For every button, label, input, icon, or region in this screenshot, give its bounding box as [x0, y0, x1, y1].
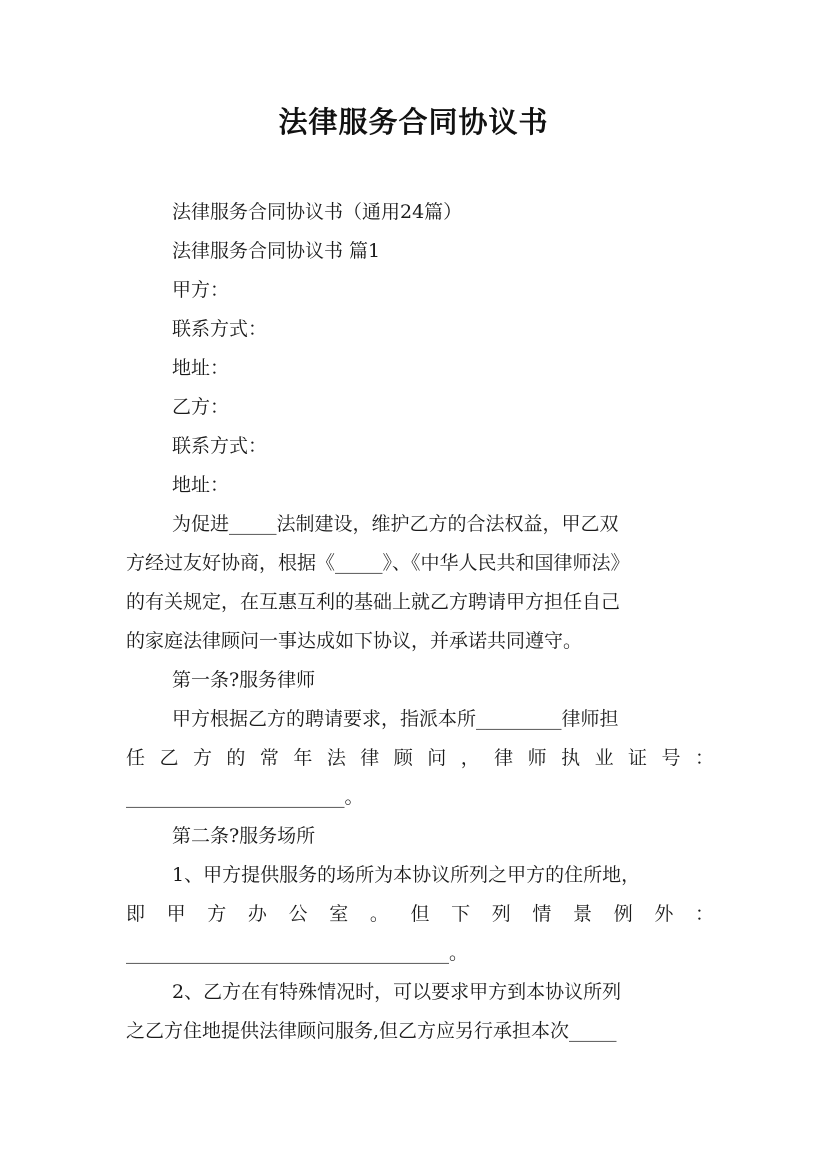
paragraph-line: 甲方根据乙方的聘请要求，指派本所_________律师担 [172, 708, 619, 730]
justified-char: 下 [451, 903, 471, 925]
justified-char: ： [694, 747, 714, 769]
paragraph-line: 的家庭法律顾问一事达成如下协议，并承诺共同遵守。 [126, 630, 583, 652]
justified-char: 业 [594, 747, 614, 769]
justified-char: 但 [410, 903, 430, 925]
justified-line [126, 902, 714, 926]
justified-char: 室 [329, 903, 349, 925]
justified-char: ： [694, 903, 714, 925]
justified-char: 的 [226, 747, 246, 769]
paragraph-line: 的有关规定，在互惠互利的基础上就乙方聘请甲方担任自己 [126, 591, 621, 613]
party-a-contact-label: 联系方式： [172, 318, 268, 340]
party-b-label: 乙方： [172, 396, 230, 418]
justified-char: 任 [126, 747, 146, 769]
paragraph-line: 为促进_____法制建设，维护乙方的合法权益，甲乙双 [172, 513, 619, 535]
justified-char: 问 [427, 747, 447, 769]
justified-char: ， [460, 747, 480, 769]
document-title: 法律服务合同协议书 [278, 105, 549, 139]
justified-char: 年 [293, 747, 313, 769]
justified-char: 情 [532, 903, 552, 925]
article-heading: 第二条?服务场所 [172, 825, 316, 847]
justified-char: 法 [326, 747, 346, 769]
justified-char: 办 [247, 903, 267, 925]
justified-char: 甲 [166, 903, 186, 925]
paragraph-line: 1、甲方提供服务的场所为本协议所列之甲方的住所地， [172, 864, 641, 886]
justified-char: 顾 [393, 747, 413, 769]
justified-char: 师 [527, 747, 547, 769]
justified-char: 乙 [159, 747, 179, 769]
justified-char: 方 [207, 903, 227, 925]
justified-char: 公 [288, 903, 308, 925]
justified-char: 执 [561, 747, 581, 769]
paragraph-line: 之乙方住地提供法律顾问服务,但乙方应另行承担本次_____ [126, 1020, 617, 1042]
party-b-address-label: 地址： [172, 474, 230, 496]
blank-fill-line: __________________________________。 [126, 942, 469, 964]
justified-char: 外 [654, 903, 674, 925]
justified-char: 方 [192, 747, 212, 769]
party-b-contact-label: 联系方式： [172, 435, 268, 457]
justified-char: 景 [573, 903, 593, 925]
blank-fill-line: _______________________。 [126, 786, 364, 808]
justified-line [126, 746, 714, 770]
justified-char: 。 [369, 903, 389, 925]
justified-char: 号 [661, 747, 681, 769]
justified-char: 常 [259, 747, 279, 769]
party-a-address-label: 地址： [172, 357, 230, 379]
subtitle-line: 法律服务合同协议书（通用24篇） [172, 201, 463, 223]
paragraph-line: 2、乙方在有特殊情况时，可以要求甲方到本协议所列 [172, 981, 622, 1003]
paragraph-line: 方经过友好协商，根据《_____》、《中华人民共和国律师法》 [126, 552, 630, 574]
justified-char: 证 [628, 747, 648, 769]
justified-char: 例 [613, 903, 633, 925]
article-heading: 第一条?服务律师 [172, 669, 316, 691]
party-a-label: 甲方： [172, 279, 230, 301]
justified-char: 列 [491, 903, 511, 925]
justified-char: 律 [494, 747, 514, 769]
justified-char: 即 [126, 903, 146, 925]
section-heading: 法律服务合同协议书 篇1 [172, 240, 381, 262]
justified-char: 律 [360, 747, 380, 769]
